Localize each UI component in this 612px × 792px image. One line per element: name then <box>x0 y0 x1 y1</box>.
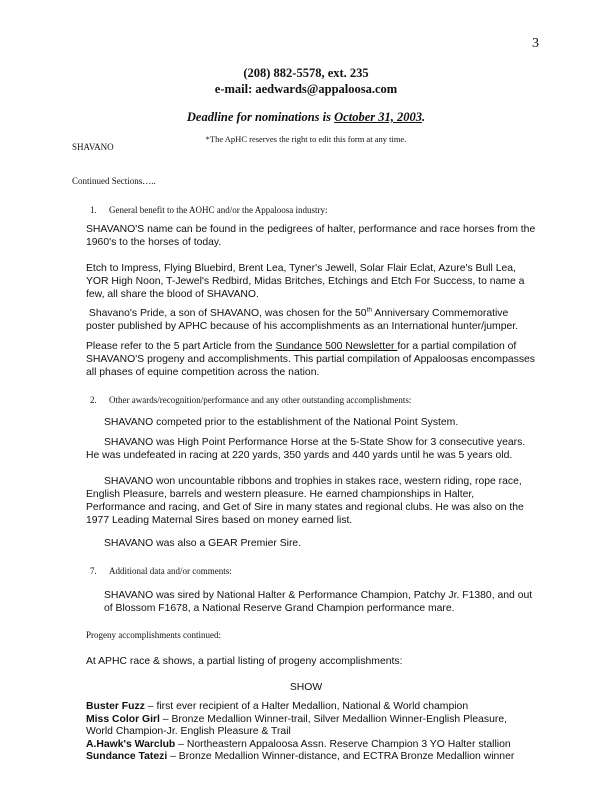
progeny-accomplishment: – Bronze Medallion Winner-distance, and ECTRA Bronze Medallion winner <box>167 751 515 762</box>
contact-email-line <box>0 82 612 97</box>
progeny-item <box>86 739 536 752</box>
section1-heading: General benefit to the AOHC and/or the Appaloosa industry: <box>109 205 328 215</box>
deadline-suffix: . <box>421 110 426 124</box>
email-address: aedwards@appaloosa.com <box>255 82 398 96</box>
section1-p3-superscript: th <box>366 306 372 314</box>
progeny-accomplishment: – Bronze Medallion Winner-trail, Silver Medallion Winner-English Pleasure, World Champion-Jr. English Pleasure & Trail <box>86 713 507 737</box>
progeny-heading: Progeny accomplishments continued: <box>86 630 221 640</box>
section2-paragraph-1: SHAVANO competed prior to the establishment of the National Point System. <box>104 417 459 428</box>
section1-p3-text-continued: Anniversary Commemorative poster published by APHC because of his accomplishments as an International hunter/jumper. <box>86 308 519 332</box>
section1-number: 1. <box>90 205 97 215</box>
newsletter-title: Sundance 500 Newsletter <box>275 341 398 352</box>
show-label: SHOW <box>289 682 323 693</box>
section1-p4-text: Please refer to the 5 part Article from the <box>86 341 276 352</box>
section2-number: 2. <box>90 395 97 405</box>
progeny-list <box>86 701 536 764</box>
section2-paragraph-4: SHAVANO was also a GEAR Premier Sire. <box>104 538 302 549</box>
progeny-horse-name: Buster Fuzz <box>86 701 145 712</box>
deadline-prefix: Deadline for nominations is <box>186 110 335 124</box>
section2-paragraph-3: SHAVANO won uncountable ribbons and trophies in stakes race, western riding, rope race, English Pleasure, barrels and western pleasure. He earned championships in Halter, Performance and racing, and Get of Sire in many states and regional clubs. He was also on the 1977 Leading Maternal Sires based on money earned list. <box>86 476 524 526</box>
section1-paragraph-1: SHAVANO'S name can be found in the pedigrees of halter, performance and race horses from the 1960's to the horses of today. <box>86 224 536 248</box>
page-number: 3 <box>532 36 539 51</box>
deadline-line <box>0 110 612 125</box>
section1-p3-text: Shavano's Pride, a son of SHAVANO, was chosen for the 50 <box>86 308 367 319</box>
section7-number: 7. <box>90 566 97 576</box>
section7-heading: Additional data and/or comments: <box>109 566 232 576</box>
progeny-item <box>86 751 536 764</box>
section2-heading: Other awards/recognition/performance and any other outstanding accomplishments: <box>109 395 412 405</box>
section2-paragraph-2: SHAVANO was High Point Performance Horse at the 5-State Show for 3 consecutive years. He was undefeated in racing at 220 yards, 350 yards and 440 yards until he was 5 years old. <box>86 437 526 461</box>
contact-phone: (208) 882-5578, ext. 235 <box>243 66 369 80</box>
section1-p4-text-continued: for a partial compilation of SHAVANO'S progeny and accomplishments. This partial compilation of Appaloosas encompasses all phases of equine competition across the nation. <box>86 341 536 378</box>
progeny-horse-name: Miss Color Girl <box>86 713 160 725</box>
section7-paragraph-1: SHAVANO was sired by National Halter & Performance Champion, Patchy Jr. F1380, and out of Blossom F1678, a National Reserve Grand Champion performance mare. <box>104 590 533 614</box>
progeny-item <box>86 714 536 739</box>
section1-paragraph-2: Etch to Impress, Flying Bluebird, Brent Lea, Tyner's Jewell, Solar Flair Eclat, Azure's Bull Lea, YOR High Noon, T-Jewel's Redbird, Midas Britches, Etchings and Etch For Success, to name a few, all share the blood of SHAVANO. <box>86 263 525 300</box>
edit-notice: *The ApHC reserves the right to edit this form at any time. <box>205 134 407 144</box>
progeny-intro: At APHC race & shows, a partial listing of progeny accomplishments: <box>86 656 403 667</box>
progeny-accomplishment: – Northeastern Appaloosa Assn. Reserve Champion 3 YO Halter stallion <box>175 738 511 750</box>
progeny-horse-name: A.Hawk's Warclub <box>86 738 176 750</box>
section1-paragraph-4 <box>86 340 536 379</box>
horse-name: SHAVANO <box>72 142 114 152</box>
progeny-horse-name: Sundance Tatezi <box>86 751 168 762</box>
section1-paragraph-3 <box>86 307 536 333</box>
progeny-accomplishment: – first ever recipient of a Halter Medallion, National & World champion <box>144 701 469 712</box>
deadline-date: October 31, 2003 <box>334 110 422 124</box>
continued-label: Continued Sections….. <box>72 176 156 186</box>
progeny-item <box>86 701 536 714</box>
email-label: e-mail: <box>214 82 253 96</box>
